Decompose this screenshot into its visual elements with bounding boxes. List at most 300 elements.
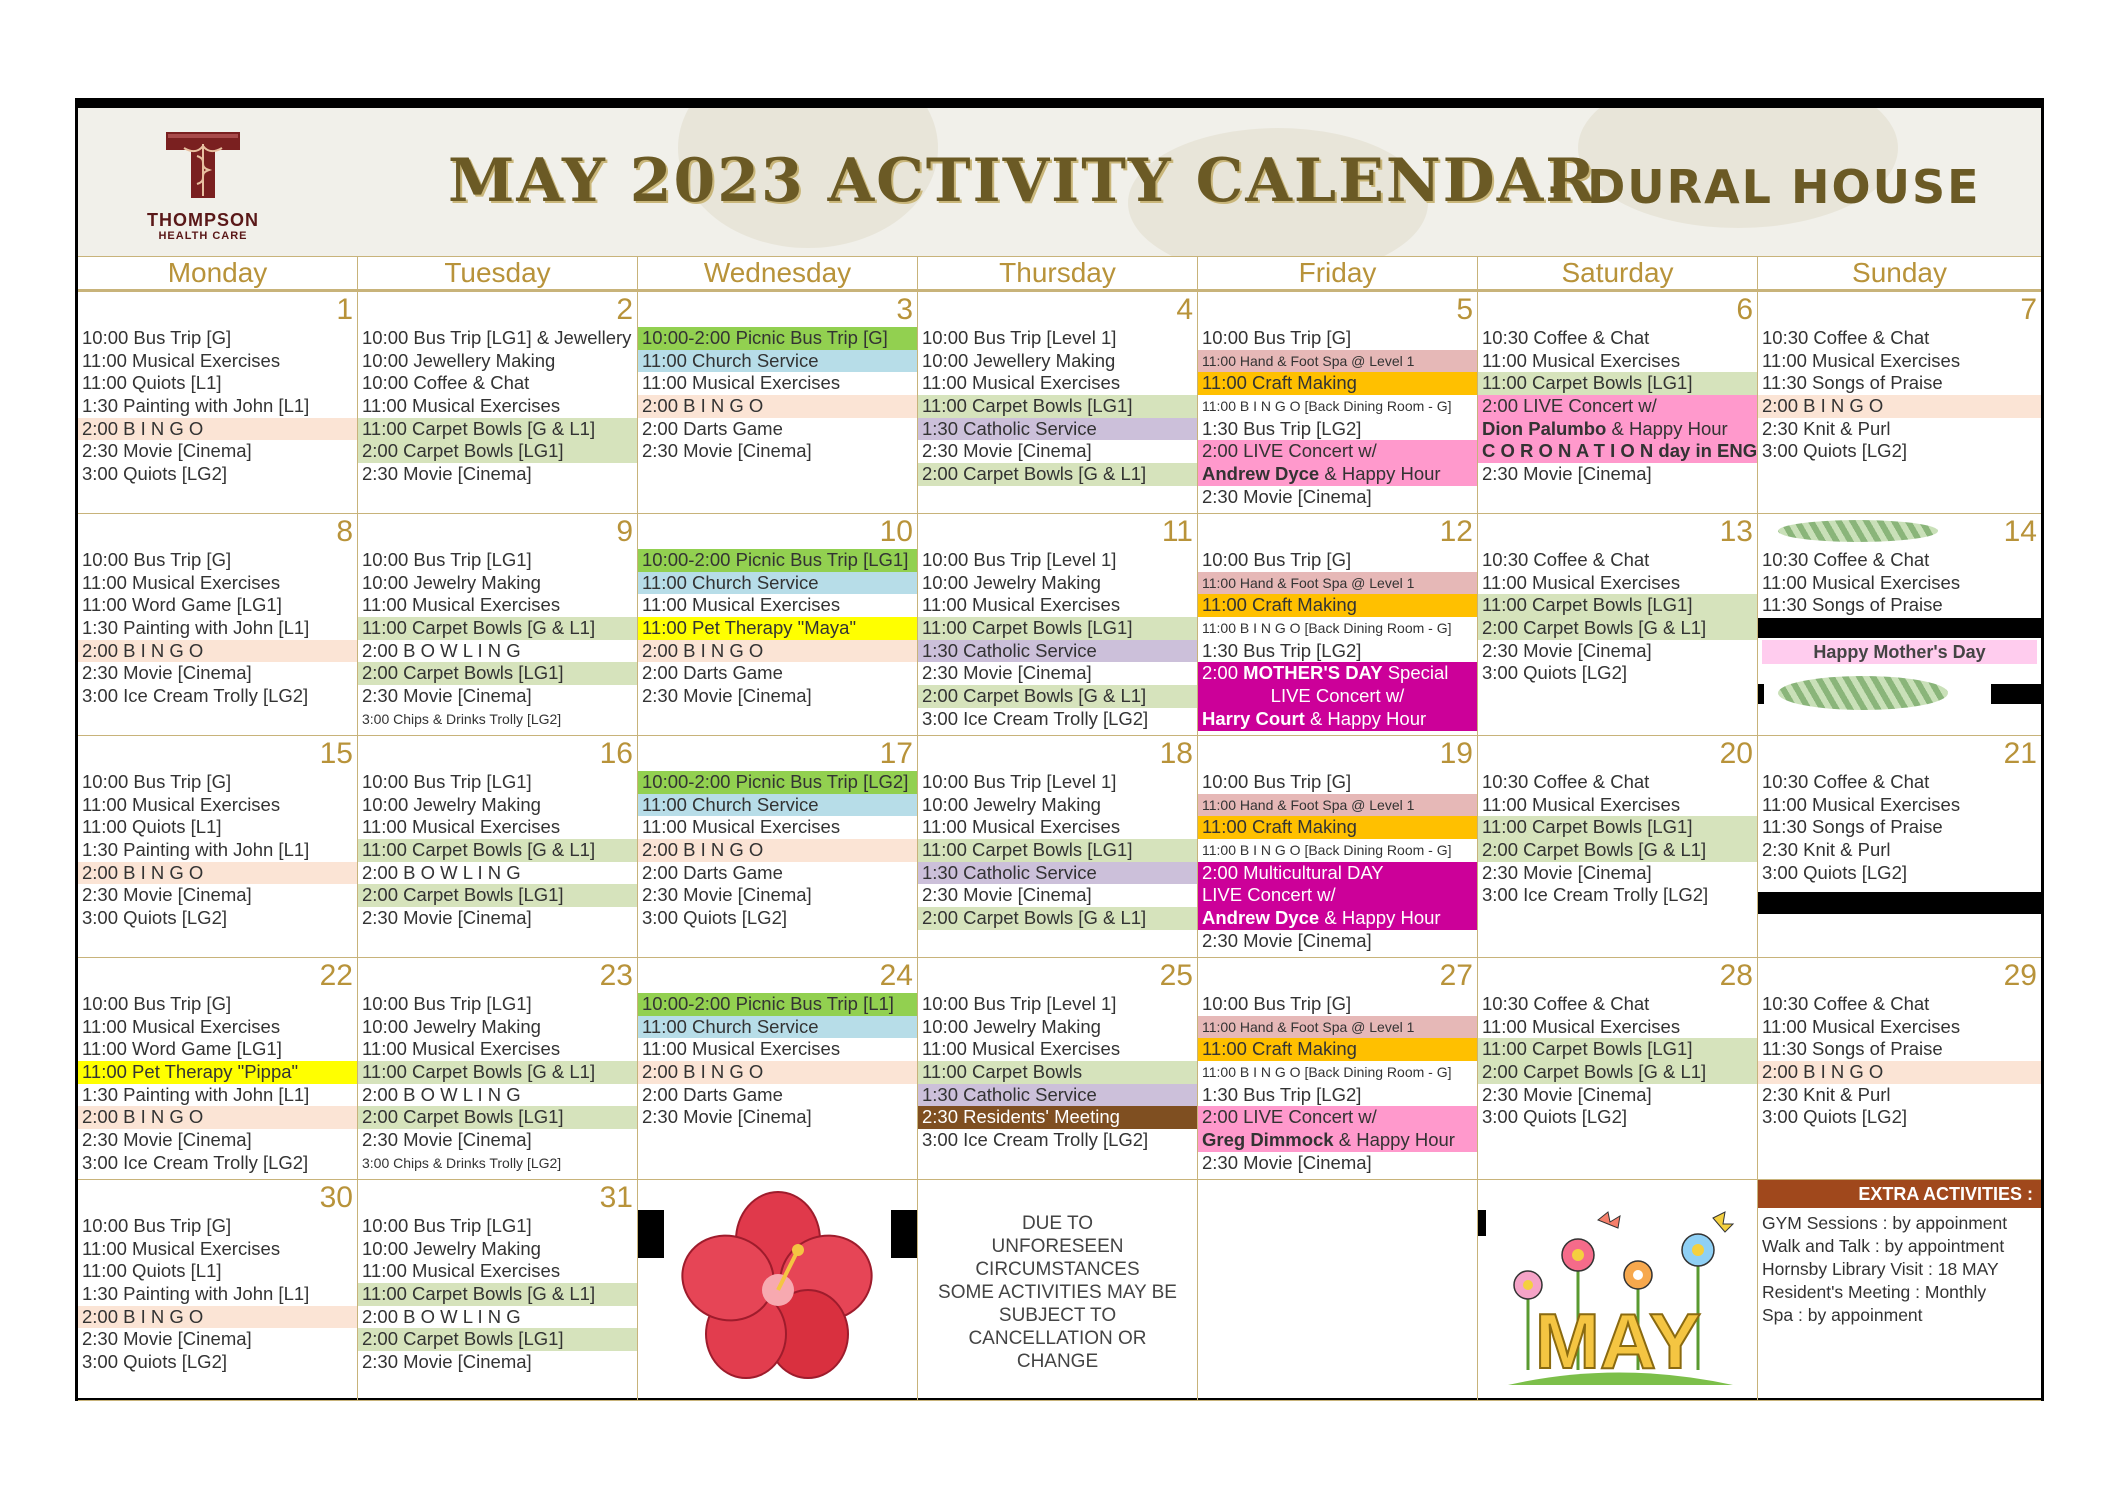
event-list xyxy=(78,771,357,930)
day-cell-20[interactable] xyxy=(1478,736,1758,958)
event-list xyxy=(78,993,357,1175)
calendar-event: 2:30 Movie [Cinema] xyxy=(82,440,252,462)
leaf-garland-icon xyxy=(1778,520,1938,542)
calendar-event xyxy=(1198,907,1477,930)
event-text: 2:00 xyxy=(1202,662,1244,684)
calendar-event: 1:30 Painting with John [L1] xyxy=(82,839,310,861)
calendar-event: 11:00 B I N G O [Back Dining Room - G] xyxy=(1202,842,1452,859)
day-number: 6 xyxy=(1736,293,1753,326)
calendar-event: 10:00 Jewellery Making xyxy=(922,349,1116,371)
calendar-event: 10:00 Bus Trip [LG1] xyxy=(362,1215,532,1236)
calendar-event: 2:30 Movie [Cinema] xyxy=(1482,639,1652,661)
event-list xyxy=(1198,549,1477,731)
event-list xyxy=(1758,993,2041,1129)
day-number: 10 xyxy=(879,515,913,548)
calendar-event: 11:00 Musical Exercises xyxy=(82,1237,281,1259)
calendar-event: 10:00 Bus Trip [Level 1] xyxy=(922,993,1117,1014)
day-number: 12 xyxy=(1439,515,1473,548)
calendar-event: 10:00 Bus Trip [LG1] xyxy=(362,993,532,1014)
calendar-event: 10:00-2:00 Picnic Bus Trip [G] xyxy=(638,327,917,350)
calendar-event: 2:00 Carpet Bowls [LG1] xyxy=(358,662,637,685)
calendar-event: 11:00 Carpet Bowls [G & L1] xyxy=(358,1061,637,1084)
calendar-event: 1:30 Bus Trip [LG2] xyxy=(1202,417,1362,439)
calendar-event: 10:00 Bus Trip [G] xyxy=(1202,327,1352,348)
extra-activity-item: Spa : by appoinment xyxy=(1762,1305,1923,1325)
day-number: 30 xyxy=(319,1181,353,1214)
page-subtitle: - DURAL HOUSE xyxy=(1548,160,1981,214)
calendar-event: 2:00 Darts Game xyxy=(642,417,783,439)
calendar-event: 11:00 Musical Exercises xyxy=(642,372,841,394)
calendar-event: 11:00 Musical Exercises xyxy=(82,349,281,371)
calendar-event: 2:00 LIVE Concert w/ xyxy=(1478,395,1757,418)
day-number: 28 xyxy=(1719,959,1753,992)
calendar-event: 11:00 Carpet Bowls [LG1] xyxy=(1478,1038,1757,1061)
event-list xyxy=(918,771,1197,930)
mothers-day-banner: Happy Mother's Day xyxy=(1762,640,2037,664)
calendar-event: 1:30 Catholic Service xyxy=(918,418,1197,441)
calendar-event: 3:00 Chips & Drinks Trolly [LG2] xyxy=(362,1154,562,1171)
calendar-event: 3:00 Quiots [LG2] xyxy=(82,463,228,485)
calendar-event: 3:00 Quiots [LG2] xyxy=(1482,1106,1628,1128)
calendar-event: 10:30 Coffee & Chat xyxy=(1482,327,1650,348)
calendar-event: 11:30 Songs of Praise xyxy=(1762,594,1943,616)
calendar-event: 3:00 Quiots [LG2] xyxy=(82,1351,228,1373)
calendar-event: 2:30 Movie [Cinema] xyxy=(922,884,1092,906)
black-bar xyxy=(1758,892,2041,914)
day-cell-14[interactable] xyxy=(1758,514,2041,736)
calendar-event: 11:00 Pet Therapy "Pippa" xyxy=(78,1061,357,1084)
day-cell-17[interactable] xyxy=(638,736,918,958)
calendar-event: 11:00 Carpet Bowls xyxy=(918,1061,1197,1084)
day-cell-30[interactable] xyxy=(78,1180,358,1401)
calendar-event: 11:00 B I N G O [Back Dining Room - G] xyxy=(1202,1064,1452,1081)
event-list xyxy=(78,1215,357,1374)
calendar-event: 11:00 Craft Making xyxy=(1198,372,1477,395)
calendar-event: 3:00 Ice Cream Trolly [LG2] xyxy=(922,1129,1149,1151)
day-number: 7 xyxy=(2020,293,2037,326)
calendar-event: 3:00 Quiots [LG2] xyxy=(1762,1106,1908,1128)
calendar-event: 10:30 Coffee & Chat xyxy=(1762,993,1930,1014)
calendar-event: 11:00 Carpet Bowls [G & L1] xyxy=(358,418,637,441)
calendar-grid xyxy=(78,292,2041,1402)
event-list xyxy=(918,993,1197,1152)
event-list xyxy=(358,993,637,1175)
calendar-event: 2:00 Carpet Bowls [LG1] xyxy=(358,1106,637,1129)
calendar-event: 1:30 Painting with John [L1] xyxy=(82,1083,310,1105)
calendar-event: 2:30 Movie [Cinema] xyxy=(82,1129,252,1151)
calendar-event: 10:00 Jewelry Making xyxy=(362,1015,541,1037)
may-art-cell xyxy=(1478,1180,1758,1401)
calendar-event: 10:00 Bus Trip [LG1] & Jewellery xyxy=(362,327,632,348)
day-cell-2[interactable] xyxy=(358,292,638,514)
weekday-monday: Monday xyxy=(78,256,358,290)
day-cell-29[interactable] xyxy=(1758,958,2041,1180)
event-highlight: Dion Palumbo xyxy=(1482,417,1607,439)
calendar-event: 10:00 Bus Trip [G] xyxy=(1202,771,1352,792)
calendar-event xyxy=(1198,463,1477,486)
calendar-event: 10:00 Jewellery Making xyxy=(362,349,556,371)
calendar-event: 11:00 Musical Exercises xyxy=(1762,1015,1961,1037)
calendar-event: 11:00 Carpet Bowls [LG1] xyxy=(918,617,1197,640)
calendar-event: 3:00 Ice Cream Trolly [LG2] xyxy=(82,685,309,707)
calendar-event: 11:00 Carpet Bowls [G & L1] xyxy=(358,617,637,640)
day-cell-25[interactable] xyxy=(918,958,1198,1180)
day-cell-15[interactable] xyxy=(78,736,358,958)
notice-line: UNFORESEEN xyxy=(991,1236,1124,1257)
calendar-event: 11:00 Hand & Foot Spa @ Level 1 xyxy=(1198,1016,1477,1039)
cancellation-notice xyxy=(928,1212,1187,1373)
event-text: & Happy Hour xyxy=(1319,463,1441,485)
day-number: 5 xyxy=(1456,293,1473,326)
calendar-event: 3:00 Quiots [LG2] xyxy=(642,907,788,929)
day-number: 31 xyxy=(599,1181,633,1214)
calendar-event: 11:00 Pet Therapy "Maya" xyxy=(638,617,917,640)
black-bar xyxy=(1991,684,2041,704)
day-cell-18[interactable] xyxy=(918,736,1198,958)
calendar-event: 11:00 B I N G O [Back Dining Room - G] xyxy=(1202,620,1452,637)
calendar-event: 11:00 Musical Exercises xyxy=(922,816,1121,838)
calendar-event: 2:00 Carpet Bowls [LG1] xyxy=(358,440,637,463)
day-number: 15 xyxy=(319,737,353,770)
event-list xyxy=(1478,327,1757,486)
calendar-event: 11:00 Musical Exercises xyxy=(1762,349,1961,371)
calendar-event: 11:00 Church Service xyxy=(638,1016,917,1039)
calendar-event: 11:00 Quiots [L1] xyxy=(82,372,222,394)
calendar-event xyxy=(1478,440,1757,463)
calendar-event: 11:00 Craft Making xyxy=(1198,816,1477,839)
day-cell-13[interactable] xyxy=(1478,514,1758,736)
calendar-event: 2:30 Movie [Cinema] xyxy=(1202,1151,1372,1173)
day-number: 18 xyxy=(1159,737,1193,770)
calendar-event: 11:00 Musical Exercises xyxy=(82,571,281,593)
calendar-event: 10:00 Jewelry Making xyxy=(922,793,1101,815)
event-list xyxy=(358,771,637,930)
day-number: 1 xyxy=(336,293,353,326)
event-list xyxy=(638,549,917,708)
extra-activity-item: Resident's Meeting : Monthly xyxy=(1762,1282,1987,1302)
notice-cell xyxy=(918,1180,1198,1401)
calendar-event: 1:30 Bus Trip [LG2] xyxy=(1202,639,1362,661)
weekday-friday: Friday xyxy=(1198,256,1478,290)
calendar-event: 10:00 Jewelry Making xyxy=(362,1237,541,1259)
day-cell-8[interactable] xyxy=(78,514,358,736)
event-highlight: C O R O N A T I O N day in ENG xyxy=(1482,440,1757,462)
calendar-event: 11:00 Musical Exercises xyxy=(922,1038,1121,1060)
calendar-event: 10:00 Bus Trip [Level 1] xyxy=(922,771,1117,792)
calendar-event: 11:00 Word Game [LG1] xyxy=(82,1038,282,1060)
day-number: 24 xyxy=(879,959,913,992)
calendar-event: 11:00 Musical Exercises xyxy=(922,594,1121,616)
calendar-event: 10:00 Jewelry Making xyxy=(362,571,541,593)
calendar-event: 2:30 Movie [Cinema] xyxy=(642,685,812,707)
calendar-header xyxy=(78,108,2041,257)
weekday-tuesday: Tuesday xyxy=(358,256,638,290)
day-cell-1[interactable] xyxy=(78,292,358,514)
calendar-event: 10:00 Bus Trip [LG1] xyxy=(362,549,532,570)
event-list xyxy=(1478,993,1757,1129)
calendar-event: 11:00 Craft Making xyxy=(1198,1038,1477,1061)
calendar-event: 2:30 Movie [Cinema] xyxy=(1482,1083,1652,1105)
calendar-event: 2:30 Knit & Purl xyxy=(1762,1083,1891,1105)
weekday-sunday: Sunday xyxy=(1852,257,1947,288)
calendar-event: 2:30 Movie [Cinema] xyxy=(642,884,812,906)
calendar-event: 2:30 Movie [Cinema] xyxy=(1202,485,1372,507)
day-cell-22[interactable] xyxy=(78,958,358,1180)
event-highlight: Andrew Dyce xyxy=(1202,907,1320,929)
calendar-event: 2:00 Darts Game xyxy=(642,1083,783,1105)
calendar-event: 10:00 Coffee & Chat xyxy=(362,372,530,394)
calendar-event: 11:30 Songs of Praise xyxy=(1762,372,1943,394)
calendar-event: 10:30 Coffee & Chat xyxy=(1482,771,1650,792)
calendar-event: 2:30 Movie [Cinema] xyxy=(82,884,252,906)
calendar-event: 1:30 Painting with John [L1] xyxy=(82,395,310,417)
leaf-garland-icon xyxy=(1778,676,1948,710)
event-list xyxy=(638,993,917,1129)
day-cell-31[interactable] xyxy=(358,1180,638,1401)
day-cell-9[interactable] xyxy=(358,514,638,736)
day-cell-21[interactable] xyxy=(1758,736,2041,958)
calendar-event: 11:00 Musical Exercises xyxy=(82,793,281,815)
event-text: & Happy Hour xyxy=(1333,1129,1455,1151)
event-text: & Happy Hour xyxy=(1304,707,1427,729)
calendar-event: 2:00 Carpet Bowls [G & L1] xyxy=(918,685,1197,708)
calendar-event: 11:00 Carpet Bowls [LG1] xyxy=(1478,372,1757,395)
weekday-saturday: Saturday xyxy=(1478,256,1758,290)
calendar-event: 11:00 Musical Exercises xyxy=(642,1038,841,1060)
calendar-event: 2:30 Residents' Meeting xyxy=(918,1106,1197,1129)
calendar-event: 11:00 Musical Exercises xyxy=(362,1038,561,1060)
event-highlight: Andrew Dyce xyxy=(1202,463,1320,485)
calendar-event: 2:00 B I N G O xyxy=(638,1061,917,1084)
calendar-event: 2:00 Carpet Bowls [LG1] xyxy=(358,884,637,907)
day-number: 9 xyxy=(616,515,633,548)
weekday-thursday: Thursday xyxy=(918,256,1198,290)
calendar-event: 3:00 Ice Cream Trolly [LG2] xyxy=(1482,884,1709,906)
day-number: 27 xyxy=(1439,959,1473,992)
black-bar xyxy=(891,1210,917,1258)
day-cell-4[interactable] xyxy=(918,292,1198,514)
day-number: 21 xyxy=(2003,737,2037,770)
thompson-logo xyxy=(108,130,298,250)
day-cell-7[interactable] xyxy=(1758,292,2041,514)
day-cell-16[interactable] xyxy=(358,736,638,958)
event-list xyxy=(78,549,357,708)
calendar-event: 2:30 Knit & Purl xyxy=(1762,417,1891,439)
calendar-event: 11:00 B I N G O [Back Dining Room - G] xyxy=(1202,398,1452,415)
empty-cell xyxy=(1198,1180,1478,1401)
day-cell-6[interactable] xyxy=(1478,292,1758,514)
calendar-event: 11:00 Musical Exercises xyxy=(1482,349,1681,371)
event-list xyxy=(918,327,1197,486)
calendar-event: 2:30 Movie [Cinema] xyxy=(362,907,532,929)
day-number: 19 xyxy=(1439,737,1473,770)
calendar-event: 11:00 Musical Exercises xyxy=(642,816,841,838)
event-text: & Happy Hour xyxy=(1319,907,1441,929)
flower-art-cell xyxy=(638,1180,918,1401)
weekday-wednesday: Wednesday xyxy=(638,256,918,290)
calendar-event xyxy=(1198,662,1477,685)
calendar-event: 10:00 Bus Trip [LG1] xyxy=(362,771,532,792)
day-cell-12[interactable] xyxy=(1198,514,1478,736)
calendar-event: 10:00 Bus Trip [Level 1] xyxy=(922,549,1117,570)
calendar-event: 2:00 B I N G O xyxy=(78,1106,357,1129)
calendar-event: 2:00 B I N G O xyxy=(78,640,357,663)
weekday-header-row xyxy=(78,256,2041,292)
calendar-event: 11:00 Hand & Foot Spa @ Level 1 xyxy=(1198,350,1477,373)
event-text: Special xyxy=(1382,662,1449,684)
calendar-event: 2:00 B I N G O xyxy=(1758,1061,2041,1084)
event-highlight: MOTHER'S DAY xyxy=(1243,662,1383,684)
event-list xyxy=(1198,327,1477,509)
notice-line: CANCELLATION OR xyxy=(968,1328,1147,1349)
event-highlight: Harry Court xyxy=(1202,707,1305,729)
calendar-event: 1:30 Catholic Service xyxy=(918,1084,1197,1107)
event-list xyxy=(1758,549,2041,617)
day-cell-28[interactable] xyxy=(1478,958,1758,1180)
calendar-event: 2:00 B O W L I N G xyxy=(362,639,521,661)
calendar-event: 11:00 Carpet Bowls [LG1] xyxy=(918,395,1197,418)
day-number: 16 xyxy=(599,737,633,770)
calendar-event: 2:30 Movie [Cinema] xyxy=(1482,861,1652,883)
calendar-event: 2:30 Movie [Cinema] xyxy=(362,685,532,707)
calendar-event: 2:30 Movie [Cinema] xyxy=(922,440,1092,462)
day-number: 13 xyxy=(1719,515,1753,548)
black-bar xyxy=(1478,1210,1486,1236)
calendar-event: 2:30 Movie [Cinema] xyxy=(82,1328,252,1350)
day-number: 25 xyxy=(1159,959,1193,992)
calendar-event: 2:30 Movie [Cinema] xyxy=(82,662,252,684)
calendar-event: 3:00 Quiots [LG2] xyxy=(1762,440,1908,462)
logo-name: THOMPSON xyxy=(146,210,259,230)
calendar-event: 10:30 Coffee & Chat xyxy=(1762,549,1930,570)
calendar-event: 11:00 Hand & Foot Spa @ Level 1 xyxy=(1198,794,1477,817)
day-cell-10[interactable] xyxy=(638,514,918,736)
day-number: 11 xyxy=(1161,515,1193,548)
calendar-event: 2:00 B I N G O xyxy=(78,1306,357,1329)
day-number: 22 xyxy=(319,959,353,992)
calendar-event: 10:00-2:00 Picnic Bus Trip [LG1] xyxy=(638,549,917,572)
event-list xyxy=(358,327,637,486)
calendar-event: 2:00 Darts Game xyxy=(642,861,783,883)
calendar-event: 10:00 Jewelry Making xyxy=(362,793,541,815)
calendar-event: 2:30 Movie [Cinema] xyxy=(1482,463,1652,485)
day-cell-3[interactable] xyxy=(638,292,918,514)
day-cell-5[interactable] xyxy=(1198,292,1478,514)
day-number: 29 xyxy=(2003,959,2037,992)
calendar-frame xyxy=(75,98,2044,1401)
calendar-event: 3:00 Quiots [LG2] xyxy=(1482,662,1628,684)
calendar-event: 2:30 Movie [Cinema] xyxy=(642,440,812,462)
calendar-event: 3:00 Ice Cream Trolly [LG2] xyxy=(922,707,1149,729)
day-cell-11[interactable] xyxy=(918,514,1198,736)
calendar-event: 11:00 Musical Exercises xyxy=(362,1260,561,1282)
extra-activities-cell xyxy=(1758,1180,2041,1401)
calendar-event: 10:00 Jewelry Making xyxy=(922,571,1101,593)
calendar-event: 2:00 Carpet Bowls [G & L1] xyxy=(1478,1061,1757,1084)
calendar-event: 11:00 Musical Exercises xyxy=(362,594,561,616)
calendar-event: 11:30 Songs of Praise xyxy=(1762,1038,1943,1060)
notice-line: SOME ACTIVITIES MAY BE xyxy=(938,1282,1177,1303)
calendar-event: 2:30 Movie [Cinema] xyxy=(922,662,1092,684)
calendar-event: 11:00 Musical Exercises xyxy=(1482,793,1681,815)
event-list xyxy=(1758,771,2041,884)
calendar-event: 2:00 B O W L I N G xyxy=(362,861,521,883)
calendar-event: 2:00 B I N G O xyxy=(78,862,357,885)
calendar-event xyxy=(1478,418,1757,441)
calendar-event: 2:00 B I N G O xyxy=(638,640,917,663)
event-text: & Happy Hour xyxy=(1606,417,1728,439)
day-cell-19[interactable] xyxy=(1198,736,1478,958)
calendar-event: 3:00 Quiots [LG2] xyxy=(1762,861,1908,883)
hibiscus-flower-icon xyxy=(668,1190,888,1390)
calendar-event: 11:00 Church Service xyxy=(638,572,917,595)
calendar-event: 10:00 Bus Trip [G] xyxy=(82,1215,232,1236)
calendar-event: 2:00 Carpet Bowls [G & L1] xyxy=(918,907,1197,930)
page-title: MAY 2023 ACTIVITY CALENDAR xyxy=(448,146,1598,216)
calendar-event: 10:00-2:00 Picnic Bus Trip [LG2] xyxy=(638,771,917,794)
calendar-event: 11:00 Carpet Bowls [G & L1] xyxy=(358,1283,637,1306)
extra-activities-list xyxy=(1758,1208,2041,1327)
calendar-event: 2:00 B I N G O xyxy=(638,395,917,418)
black-bar xyxy=(638,1210,664,1258)
calendar-event xyxy=(1198,1129,1477,1152)
logo-t-icon xyxy=(164,130,242,202)
calendar-event: 10:00 Bus Trip [G] xyxy=(82,549,232,570)
calendar-event: 11:00 Church Service xyxy=(638,350,917,373)
event-list xyxy=(358,549,637,731)
event-highlight: Greg Dimmock xyxy=(1202,1129,1334,1151)
calendar-event: 10:00 Bus Trip [G] xyxy=(1202,549,1352,570)
day-cell-27[interactable] xyxy=(1198,958,1478,1180)
calendar-event: LIVE Concert w/ xyxy=(1198,685,1477,708)
calendar-event: 11:00 Musical Exercises xyxy=(922,372,1121,394)
calendar-event: 11:00 Carpet Bowls [G & L1] xyxy=(358,839,637,862)
calendar-event: 1:30 Catholic Service xyxy=(918,640,1197,663)
calendar-event: 11:00 Carpet Bowls [LG1] xyxy=(1478,594,1757,617)
calendar-event: 2:00 B O W L I N G xyxy=(362,1305,521,1327)
calendar-event: 10:00 Jewelry Making xyxy=(922,1015,1101,1037)
calendar-event: 11:00 Carpet Bowls [LG1] xyxy=(1478,816,1757,839)
event-list xyxy=(1198,993,1477,1175)
calendar-event: 11:00 Musical Exercises xyxy=(1762,571,1961,593)
calendar-event: 10:30 Coffee & Chat xyxy=(1762,327,1930,348)
day-number: 17 xyxy=(879,737,913,770)
calendar-event: 2:00 LIVE Concert w/ xyxy=(1198,1106,1477,1129)
calendar-event: 10:00-2:00 Picnic Bus Trip [L1] xyxy=(638,993,917,1016)
calendar-event: 10:00 Bus Trip [G] xyxy=(82,993,232,1014)
notice-line: CHANGE xyxy=(1016,1351,1099,1372)
calendar-event: 2:30 Movie [Cinema] xyxy=(362,463,532,485)
calendar-event: 11:00 Musical Exercises xyxy=(82,1015,281,1037)
calendar-event: 10:30 Coffee & Chat xyxy=(1482,549,1650,570)
calendar-event: 10:30 Coffee & Chat xyxy=(1762,771,1930,792)
calendar-event: 10:00 Bus Trip [G] xyxy=(82,327,232,348)
calendar-event: 11:00 Musical Exercises xyxy=(642,594,841,616)
event-list xyxy=(1758,327,2041,463)
day-cell-24[interactable] xyxy=(638,958,918,1180)
calendar-event: 2:00 B I N G O xyxy=(638,839,917,862)
calendar-event xyxy=(1198,708,1477,731)
calendar-event: 10:00 Bus Trip [G] xyxy=(1202,993,1352,1014)
calendar-event: LIVE Concert w/ xyxy=(1198,884,1477,907)
calendar-event: 11:00 Quiots [L1] xyxy=(82,1260,222,1282)
extra-activity-item: Walk and Talk : by appointment xyxy=(1762,1236,2005,1256)
day-cell-23[interactable] xyxy=(358,958,638,1180)
calendar-event: 2:00 Carpet Bowls [G & L1] xyxy=(918,463,1197,486)
extra-activities-title: EXTRA ACTIVITIES : xyxy=(1758,1180,2041,1208)
calendar-event: 2:30 Movie [Cinema] xyxy=(642,1106,812,1128)
calendar-event: 1:30 Catholic Service xyxy=(918,862,1197,885)
